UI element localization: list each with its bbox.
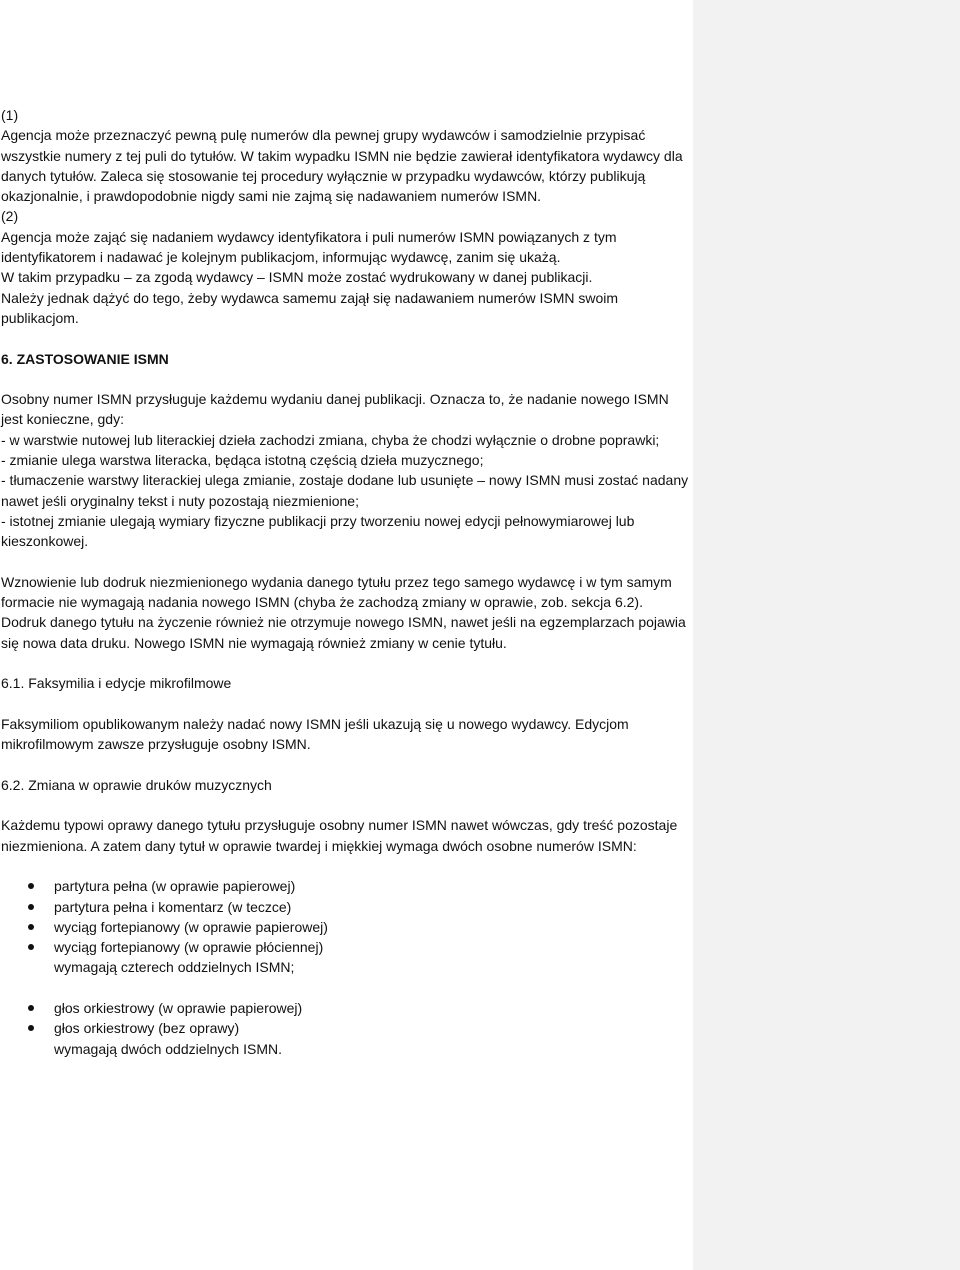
list-item: partytura pełna (w oprawie papierowej) [1,876,689,896]
subsection-6-1-text: Faksymiliom opublikowanym należy nadać nowy ISMN jeśli ukazują się u nowego wydawcy. Edycjom mikrofilmowym zawsze przysługuje osobny ISMN. [1,715,629,753]
section-6-item: - istotnej zmianie ulegają wymiary fizyczne publikacji przy tworzeniu nowej edycji pełnowymiarowej lub kieszonkowej. [1,512,635,550]
section-6-intro: Osobny numer ISMN przysługuje każdemu wydaniu danej publikacji. Oznacza to, że nadanie nowego ISMN jest konieczne, gdy: [1,391,669,428]
list-item: wyciąg fortepianowy (w oprawie papierowej) [1,917,689,937]
section-6-item: - tłumaczenie warstwy literackiej ulega zmianie, zostaje dodane lub usunięte – nowy ISMN musi zostać nadany nawet jeśli oryginalny tekst i nuty pozostają niezmienione; [1,472,689,509]
paragraph-2-line-3: Należy jednak dążyć do tego, żeby wydawca samemu zajął się nadawaniem numerów ISMN swoim publikacjom. [1,289,619,326]
bullet-icon [28,944,34,950]
bullet-icon [28,883,34,889]
list-item: partytura pełna i komentarz (w teczce) [1,897,689,917]
paragraph-1: Agencja może przeznaczyć pewną pulę numerów dla pewnej grupy wydawców i samodzielnie przypisać wszystkie numery z tej puli do tytułów. W takim wypadku ISMN nie będzie zawierał identyfikatora wydawcy dla danych tytułów. Zaleca się stosowanie tej procedury wyłącznie w przypadku wydawców, którzy publikują okazjonalnie, i prawdopodobnie nigdy sami nie zajmą się nadawaniem numerów ISMN. [1,127,683,205]
bullet-list-a [1,876,689,957]
list-item: głos orkiestrowy (w oprawie papierowej) [1,998,689,1018]
bullet-list-a-note: wymagają czterech oddzielnych ISMN; [54,959,295,976]
section-heading: 6. ZASTOSOWANIE ISMN [1,350,169,367]
section-6-item: - w warstwie nutowej lub literackiej dzieła zachodzi zmiana, chyba że chodzi wyłącznie o drobne poprawki; [1,431,660,448]
paragraph-2-line-2: W takim przypadku – za zgodą wydawcy – ISMN może zostać wydrukowany w danej publikacji. [1,269,593,286]
bullet-icon [28,1005,34,1011]
reprint-paragraph: Wznowienie lub dodruk niezmienionego wydania danego tytułu przez tego samego wydawcę i w tym samym formacie nie wymagają nadania nowego ISMN (chyba że zachodzą zmiany w oprawie, zob. sekcja 6.2). Dodruk danego tytułu na życzenie również nie otrzymuje nowego ISMN, nawet jeśli na egzemplarzach pojawia się nowa data druku. Nowego ISMN nie wymagają również zmiany w cenie tytułu. [1,573,686,651]
list-item: wyciąg fortepianowy (w oprawie płóciennej) [1,937,689,957]
paragraph-2: Agencja może zająć się nadaniem wydawcy identyfikatora i puli numerów ISMN powiązanych z tym identyfikatorem i nadawać je kolejnym publikacjom, informując wydawcę, zanim się ukażą. [1,228,617,266]
paragraph-label-1: (1) [1,107,19,123]
bullet-icon [28,924,34,930]
subsection-6-2-text: Każdemu typowi oprawy danego tytułu przysługuje osobny numer ISMN nawet wówczas, gdy treść pozostaje niezmieniona. A zatem dany tytuł w oprawie twardej i miękkiej wymaga dwóch osobne numerów ISMN: [1,817,678,854]
bullet-icon [28,1025,34,1031]
comment-pane [693,0,960,1270]
paragraph-label-2: (2) [1,208,19,225]
list-item: głos orkiestrowy (bez oprawy) [1,1018,689,1038]
bullet-list-b-note: wymagają dwóch oddzielnych ISMN. [54,1040,282,1057]
bullet-icon [28,904,34,910]
section-6-item: - zmianie ulega warstwa literacka, będąca istotną częścią dzieła muzycznego; [1,452,484,469]
document-page [1,105,689,1059]
subsection-6-2-heading: 6.2. Zmiana w oprawie druków muzycznych [1,776,272,793]
bullet-list-b [1,998,689,1039]
subsection-6-1-heading: 6.1. Faksymilia i edycje mikrofilmowe [1,675,232,692]
